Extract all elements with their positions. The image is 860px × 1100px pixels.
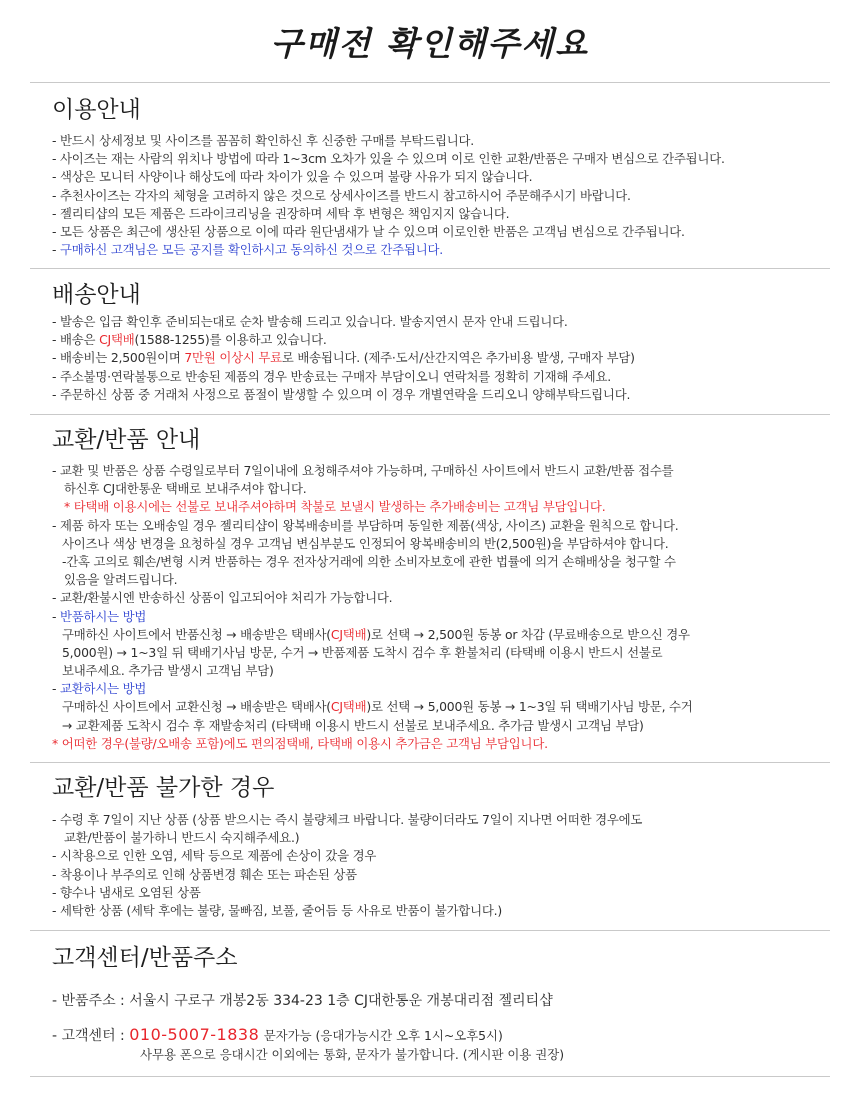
list-item: - 주문하신 상품 중 거래처 사정으로 품절이 발생할 수 있으며 이 경우 개별연락을 드리오니 양해부탁드립니다.	[52, 386, 631, 402]
divider	[30, 762, 830, 763]
list-item: - 젤리티샵의 모든 제품은 드라이크리닝을 권장하며 세탁 후 변형은 책임지지 않습니다.	[52, 205, 510, 221]
shipping-section	[52, 280, 842, 410]
not-allowed-section	[52, 773, 842, 923]
not-allowed-heading: 교환/반품 불가한 경우	[52, 775, 275, 801]
text: 로 배송됩니다. (제주·도서/산간지역은 추가비용 발생, 구매자 부담)	[281, 350, 635, 366]
text: )로 선택 → 2,500원 동봉 or 차감 (무료배송으로 받으신 경우	[366, 626, 690, 642]
list-item: - 추천사이즈는 각자의 체형을 고려하지 않은 것으로 상세사이즈를 반드시 참고하시어 주문해주시기 바랍니다.	[52, 187, 631, 203]
text: 구매하신 사이트에서 반품신청 → 배송받은 택배사(	[62, 626, 331, 642]
list-item: - 반품하시는 방법	[52, 608, 147, 624]
list-item: 교환/반품이 불가하니 반드시 숙지해주세요.)	[64, 830, 300, 846]
list-item: - 발송은 입금 확인후 준비되는대로 순차 발송해 드리고 있습니다. 발송지연시 문자 안내 드립니다.	[52, 314, 568, 329]
phone-number: 010-5007-1838	[129, 1025, 260, 1044]
list-item	[52, 331, 842, 349]
text: - 배송비는 2,500원이며	[52, 350, 185, 366]
list-item: 하신후 CJ대한통운 택배로 보내주셔야 합니다.	[64, 481, 307, 497]
list-item: - 수령 후 7일이 지난 상품 (상품 받으시는 즉시 불량체크 바랍니다. 불량이더라도 7일이 지나면 어떠한 경우에도	[52, 812, 643, 827]
usage-highlight: 구매하신 고객님은 모든 공지를 확인하시고 동의하신 것으로 간주됩니다.	[60, 242, 444, 258]
center-label: - 고객센터 :	[52, 1028, 130, 1044]
list-item	[52, 241, 842, 259]
exchange-method-label: 교환하시는 방법	[60, 681, 147, 697]
list-item: - 시착용으로 인한 오염, 세탁 등으로 제품에 손상이 갔을 경우	[52, 848, 377, 864]
list-item	[52, 698, 842, 716]
list-item: - 착용이나 부주의로 인해 상품변경 훼손 또는 파손된 상품	[52, 866, 357, 882]
list-item	[52, 349, 842, 367]
list-item	[52, 626, 842, 644]
text: )로 선택 → 5,000원 동봉 → 1~3일 뒤 택배기사님 방문, 수거	[366, 699, 693, 715]
shipping-list	[52, 313, 842, 404]
list-item: 5,000원) → 1~3일 뒤 택배기사님 방문, 수거 → 반품제품 도착시 검수 후 환불처리 (타택배 이용시 반드시 선불로	[62, 644, 663, 660]
courier-name: CJ택배	[330, 699, 367, 715]
divider	[30, 1076, 830, 1077]
customer-center-heading: 고객센터/반품주소	[52, 945, 238, 971]
list-item: - 모든 상품은 최근에 생산된 상품으로 이에 따라 원단냄새가 날 수 있으며 이로인한 반품은 고객님 변심으로 간주됩니다.	[52, 223, 685, 239]
free-shipping-note: 7만원 이상시 무료	[184, 350, 282, 366]
shipping-heading: 배송안내	[52, 282, 141, 308]
exchange-heading: 교환/반품 안내	[52, 427, 201, 453]
divider	[30, 930, 830, 931]
customer-center-contact	[52, 1025, 503, 1045]
list-item: - 색상은 모니터 사양이나 해상도에 따라 차이가 있을 수 있으며 불량 사유가 되지 않습니다.	[52, 169, 533, 185]
list-item: -간혹 고의로 훼손/변형 시켜 반품하는 경우 전자상거래에 의한 소비자보호에 관한 법률에 의거 손해배상을 청구할 수	[62, 553, 676, 569]
return-method-label: 반품하시는 방법	[60, 608, 147, 624]
courier-name: CJ택배	[99, 332, 135, 348]
not-allowed-list	[52, 811, 842, 920]
list-item: → 교환제품 도착시 검수 후 재발송처리 (타택배 이용시 반드시 선불로 보내주세요. 추가금 발생시 고객님 부담)	[62, 717, 644, 733]
list-item: 사이즈나 색상 변경을 요청하실 경우 고객님 변심부분도 인정되어 왕복배송비의 반(2,500원)을 부담하셔야 합니다.	[62, 535, 669, 551]
dash: -	[52, 242, 61, 258]
list-item: - 주소불명·연락불통으로 반송된 제품의 경우 반송료는 구매자 부담이오니 연락처를 정확히 기재해 주세요.	[52, 368, 611, 384]
text: - 배송은	[52, 332, 100, 348]
return-address: - 반품주소 : 서울시 구로구 개봉2동 334-23 1층 CJ대한통운 개봉대리점 젤리티샵	[52, 993, 553, 1009]
courier-name: CJ택배	[330, 626, 367, 642]
list-item: - 교환/환불시엔 반송하신 상품이 입고되어야 처리가 가능합니다.	[52, 590, 393, 606]
list-item: * 어떠한 경우(불량/오배송 포함)에도 편의점택배, 타택배 이용시 추가금은 고객님 부담입니다.	[52, 735, 548, 751]
usage-list	[52, 132, 842, 259]
list-item: - 교환하시는 방법	[52, 681, 147, 697]
list-item: 있음을 알려드립니다.	[64, 572, 178, 588]
customer-center-section	[52, 943, 842, 1083]
text: (1588-1255)를 이용하고 있습니다.	[134, 332, 327, 348]
text: 구매하신 사이트에서 교환신청 → 배송받은 택배사(	[62, 699, 331, 715]
list-item: - 제품 하자 또는 오배송일 경우 젤리티샵이 왕복배송비를 부담하며 동일한 제품(색상, 사이즈) 교환을 원칙으로 합니다.	[52, 517, 679, 533]
divider	[30, 82, 830, 83]
divider	[30, 268, 830, 269]
office-phone-note: 사무용 폰으로 응대시간 이외에는 통화, 문자가 불가합니다. (게시판 이용 권장)	[140, 1047, 565, 1062]
list-item: - 사이즈는 재는 사람의 위치나 방법에 따라 1~3cm 오차가 있을 수 있으며 이로 인한 교환/반품은 구매자 변심으로 간주됩니다.	[52, 151, 725, 167]
usage-heading: 이용안내	[52, 97, 141, 123]
list-item: - 향수나 냄새로 오염된 상품	[52, 884, 201, 900]
divider	[30, 414, 830, 415]
list-item: - 세탁한 상품 (세탁 후에는 불량, 물빠짐, 보풀, 줄어듬 등 사유로 반품이 불가합니다.)	[52, 902, 502, 918]
list-item: - 교환 및 반품은 상품 수령일로부터 7일이내에 요청해주셔야 가능하며, 구매하신 사이트에서 반드시 교환/반품 접수를	[52, 463, 674, 478]
list-item: - 반드시 상세정보 및 사이즈를 꼼꼼히 확인하신 후 신중한 구매를 부탁드립니다.	[52, 133, 475, 148]
phone-note: 문자가능 (응대가능시간 오후 1시~오후5시)	[263, 1028, 503, 1043]
exchange-section	[52, 425, 842, 755]
page-title: 구매전 확인해주세요	[270, 24, 590, 63]
list-item: 보내주세요. 추가금 발생시 고객님 부담)	[62, 663, 274, 679]
list-item: * 타택배 이용시에는 선불로 보내주셔야하며 착불로 보낼시 발생하는 추가배송비는 고객님 부담입니다.	[64, 499, 606, 515]
exchange-list	[52, 462, 842, 753]
usage-section	[52, 95, 842, 265]
